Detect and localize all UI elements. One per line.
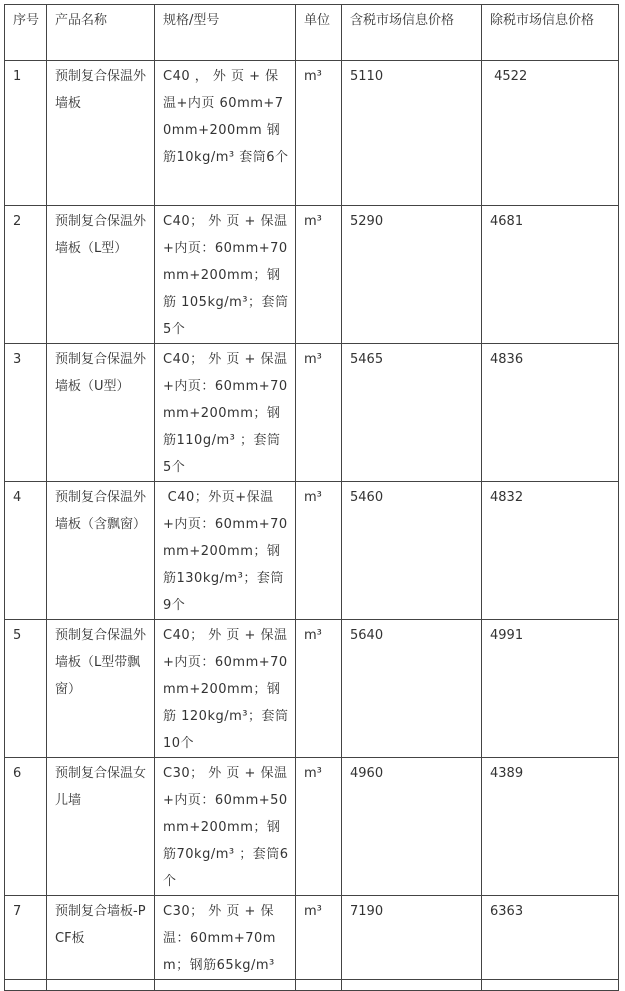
header-cell-spec: 规格/型号 — [155, 5, 296, 61]
row-cut-cell — [296, 980, 342, 991]
row-unit: m³ — [296, 896, 342, 980]
row-price-notax: 6363 — [482, 896, 619, 980]
row-spec: C40； 外 页 + 保温+内页：60mm+70mm+200mm；钢 筋 120kg/m³；套筒10个 — [155, 620, 296, 758]
row-price-tax: 5460 — [342, 482, 482, 620]
row-unit: m³ — [296, 620, 342, 758]
row-cut-cell — [47, 980, 155, 991]
row-price-tax: 5110 — [342, 61, 482, 206]
header-row — [5, 5, 619, 61]
row-spec: C30； 外 页 + 保温：60mm+70mm；钢筋65kg/m³ — [155, 896, 296, 980]
row-name: 预制复合保温外墙板（L型带飘窗） — [47, 620, 155, 758]
row-no: 4 — [5, 482, 47, 620]
row-no: 2 — [5, 206, 47, 344]
header-cell-no: 序号 — [5, 5, 47, 61]
row-no: 5 — [5, 620, 47, 758]
row-spec: C40； 外 页 + 保温+内页：60mm+70mm+200mm；钢筋110g/m³ ；套筒5个 — [155, 344, 296, 482]
row-price-tax: 4960 — [342, 758, 482, 896]
row-cut-cell — [482, 980, 619, 991]
table-row — [5, 61, 619, 206]
row-spec: C40； 外 页 + 保温+内页：60mm+70mm+200mm；钢 筋 105kg/m³；套筒5个 — [155, 206, 296, 344]
row-price-notax: 4389 — [482, 758, 619, 896]
row-no: 1 — [5, 61, 47, 206]
row-price-tax: 5640 — [342, 620, 482, 758]
row-price-notax: 4832 — [482, 482, 619, 620]
header-cell-unit: 单位 — [296, 5, 342, 61]
table-row — [5, 206, 619, 344]
header-cell-name: 产品名称 — [47, 5, 155, 61]
row-name: 预制复合保温女儿墙 — [47, 758, 155, 896]
row-price-notax: 4991 — [482, 620, 619, 758]
row-unit: m³ — [296, 758, 342, 896]
row-unit: m³ — [296, 61, 342, 206]
row-name: 预制复合保温外墙板（含飘窗） — [47, 482, 155, 620]
row-unit: m³ — [296, 482, 342, 620]
row-no: 3 — [5, 344, 47, 482]
table-row — [5, 344, 619, 482]
price-table — [4, 4, 619, 991]
row-cut-cell — [342, 980, 482, 991]
row-spec: C30； 外 页 + 保温+内页：60mm+50mm+200mm；钢筋70kg/m³ ；套筒6个 — [155, 758, 296, 896]
row-price-notax: 4522 — [482, 61, 619, 206]
row-price-notax: 4836 — [482, 344, 619, 482]
row-unit: m³ — [296, 206, 342, 344]
table-row — [5, 758, 619, 896]
row-cut-cell — [155, 980, 296, 991]
header-cell-price-tax: 含税市场信息价格 — [342, 5, 482, 61]
table-row — [5, 896, 619, 980]
row-unit: m³ — [296, 344, 342, 482]
row-spec: C40；外页+保温+内页：60mm+70mm+200mm；钢筋130kg/m³；套筒9个 — [155, 482, 296, 620]
row-name: 预制复合保温外墙板（U型） — [47, 344, 155, 482]
row-price-tax: 5465 — [342, 344, 482, 482]
row-no: 6 — [5, 758, 47, 896]
row-name: 预制复合保温外墙板 — [47, 61, 155, 206]
table-row — [5, 482, 619, 620]
row-name: 预制复合墙板-PCF板 — [47, 896, 155, 980]
row-price-notax: 4681 — [482, 206, 619, 344]
header-cell-price-notax: 除税市场信息价格 — [482, 5, 619, 61]
row-name: 预制复合保温外墙板（L型） — [47, 206, 155, 344]
row-price-tax: 5290 — [342, 206, 482, 344]
row-no: 7 — [5, 896, 47, 980]
row-spec: C40 ， 外 页 + 保温+内页 60mm+70mm+200mm 钢筋10kg/m³ 套筒6个 — [155, 61, 296, 206]
row-price-tax: 7190 — [342, 896, 482, 980]
table-row — [5, 620, 619, 758]
table-row-cut — [5, 980, 619, 991]
row-cut-cell — [5, 980, 47, 991]
